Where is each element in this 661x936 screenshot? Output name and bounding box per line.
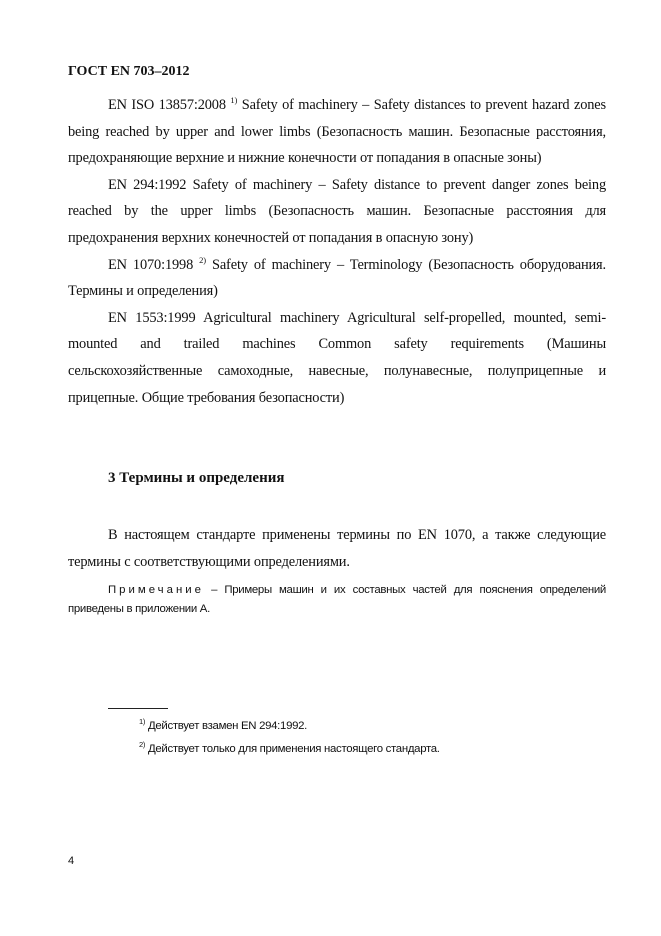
reference-item xyxy=(68,92,606,172)
reference-text: Safety of machinery – Terminology (Безопасность оборудования. Термины и определения) xyxy=(68,256,606,300)
section-paragraph: В настоящем стандарте применены термины по EN 1070, а также следующие термины с соответствующими определениями. xyxy=(68,527,606,570)
reference-code: EN 1553:1999 xyxy=(108,309,196,326)
reference-text: Safety of machinery – Safety distances to prevent hazard zones being reached by upper and lower limbs (Безопасность машин. Безопасные расстояния, предохраняющие верхние и нижние конечности от попадания в опасные зоны) xyxy=(68,97,606,167)
reference-code: EN 1070:1998 xyxy=(108,256,194,273)
reference-code: EN ISO 13857:2008 xyxy=(108,97,226,113)
footnote xyxy=(139,740,440,755)
reference-code: EN 294:1992 xyxy=(108,176,187,193)
page-number: 4 xyxy=(68,855,75,867)
footnote xyxy=(139,717,308,732)
note-label: Примечание xyxy=(108,584,204,596)
footnote-text: Действует взамен EN 294:1992. xyxy=(147,720,308,732)
section-note xyxy=(68,581,606,619)
reference-text: Safety of machinery – Safety distance to prevent danger zones being reached by the upper limbs (Безопасность машин. Безопасные расстояния для предохранения верхних конечностей от попадания в опасную зону) xyxy=(68,176,606,246)
normative-references xyxy=(68,92,606,411)
section-title: 3 Термины и определения xyxy=(108,470,285,486)
section-body xyxy=(68,522,606,575)
document-header: ГОСТ EN 703–2012 xyxy=(68,64,190,79)
footnote-mark: 1) xyxy=(139,717,146,726)
reference-text: Agricultural machinery Agricultural self-propelled, mounted, semi-mounted and trailed machines Common safety requirements (Машины сельскохозяйственные самоходные, навесные, полунавесные, полуприцепные и прицепные. Общие требования безопасности) xyxy=(68,309,606,406)
footnote-mark: 2) xyxy=(139,740,146,749)
footnote-text: Действует только для применения настоящего стандарта. xyxy=(147,743,440,755)
reference-item xyxy=(68,252,606,305)
reference-item xyxy=(68,305,606,411)
footnote-mark: 2) xyxy=(199,254,206,265)
footnote-separator xyxy=(108,708,168,709)
note-text: – Примеры машин и их составных частей для пояснения определений приведены в приложении А. xyxy=(68,584,606,615)
footnote-mark: 1) xyxy=(230,95,238,105)
reference-item xyxy=(68,172,606,252)
